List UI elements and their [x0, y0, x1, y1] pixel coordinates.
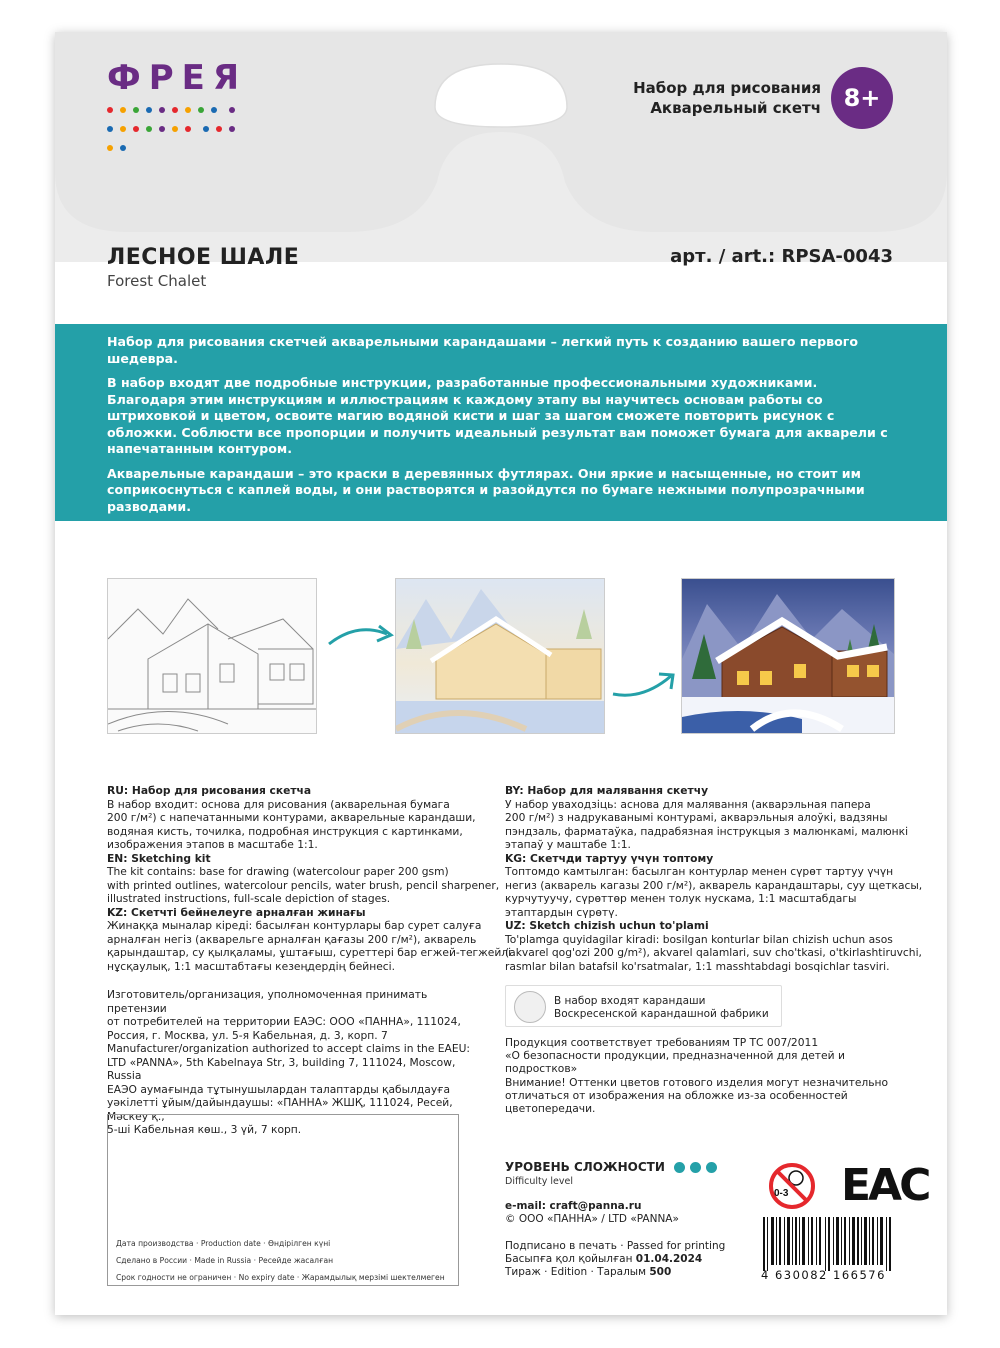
header-hanger [55, 32, 947, 262]
text-line: rasmlar bilan batafsil ko'rsatmalar, 1:1 masshtabdagi bosqichlar tasviri. [505, 959, 890, 973]
brand-dots [107, 104, 247, 161]
text-line: 200 г/м²) з надрукаванымі контурамі, акварэльныя алоўкі, вадзяны [505, 811, 888, 824]
text-line: LTD «PANNA», 5th Kabelnaya Str, 3, building 7, 111024, Moscow, Russia [107, 1055, 456, 1082]
text-line: with printed outlines, watercolour pencils, water brush, pencil sharpener, [107, 878, 500, 892]
text-line: Подписано в печать · Passed for printing [505, 1240, 726, 1252]
factory-logo-icon [514, 991, 546, 1023]
difficulty-level [505, 1160, 717, 1174]
text-line: Воскресенской карандашной фабрики [554, 1008, 769, 1020]
text-line: отличаться от изображения на обложке из-за особенностей [505, 1088, 848, 1102]
text-line: цветопередачи. [505, 1102, 596, 1116]
eac-mark: EAC [841, 1160, 929, 1211]
kit-line-1: Набор для рисования [633, 79, 821, 97]
text-line: пэндзаль, фарматаўка, падрабязная інструкцыя з малюнкамі, малюнкі [505, 824, 909, 838]
text-line: водяная кисть, точилка, подробная инструкция с картинками, [107, 824, 463, 838]
description-paragraph: В набор входят две подробные инструкции, разработанные профессиональными художниками. Благодаря этим инструкциям и иллюстрациям к каждому этапу вы научитесь основам работы со штриховкой и цветом, освоите магию водяной кисти и шаг за шагом сможете повторить рисунок с обложки. Соблюсти все пропорции и получить идеальный результат вам поможет бумага для акварели с напечатанным контуром. [107, 375, 888, 456]
barcode-number: 4 630082 166576 [761, 1268, 886, 1282]
kit-name [633, 78, 821, 118]
stage-light-color-image [395, 578, 605, 734]
pencil-factory-note [505, 985, 782, 1027]
text-line: этапаў у маштабе 1:1. [505, 838, 631, 851]
text-line: illustrated instructions, full-scale depiction of stages. [107, 892, 391, 905]
text-line: этаптардын сүрөтү. [505, 905, 618, 919]
outline-drawing [108, 579, 316, 733]
text-line: (akvarel qog'ozi 200 g/m²), akvarel qalamlari, suv cho'tkasi, o'tkirlashtiruvchi, [505, 946, 922, 959]
description-paragraph: Выясните, на что способен акварельный карандаш, и насладитесь удивительными переходами цвета! [107, 523, 867, 538]
ru-heading: RU: Набор для рисования скетча [107, 784, 312, 797]
en-heading: EN: Sketching kit [107, 851, 211, 865]
difficulty-dot [706, 1162, 717, 1173]
description-paragraph: Акварельные карандаши – это краски в деревянных футлярах. Они яркие и насыщенные, но стоит им соприкоснуться с каплей воды, и они растворятся и разойдутся по бумаге нежными полупрозрачными разводами. [107, 465, 865, 514]
text-line: Изготовитель/организация, уполномоченная принимать претензии [107, 988, 428, 1015]
difficulty-dot [690, 1162, 701, 1173]
text-line: курчутуучу, сүрөттөр менен толук нускама, 1:1 масштабдагы [505, 892, 857, 905]
text-line: от потребителей на территории ЕАЭС: ООО «ПАННА», 111024, [107, 1015, 461, 1028]
light-color-drawing [396, 579, 604, 733]
text-line: 5-ші Кабельная көш., 3 үй, 7 корп. [107, 1123, 302, 1136]
arrow-icon [327, 622, 397, 652]
made-in-line: Сделано в России · Made in Russia · Ресейде жасалған [116, 1256, 334, 1265]
text-line: Басыпға қол қойылған [505, 1253, 633, 1265]
brand-logo: ФРЕЯ [107, 58, 248, 98]
article-number: арт. / art.: RPSA-0043 [670, 246, 893, 267]
production-label-box [107, 1114, 459, 1286]
edition-value: 500 [649, 1266, 672, 1278]
final-drawing [682, 579, 894, 733]
age-badge: 8+ [831, 67, 893, 129]
email: e-mail: craft@panna.ru [505, 1200, 642, 1212]
text-line: Россия, г. Москва, ул. 5-я Кабельная, д. 3, корп. 7 [107, 1028, 388, 1042]
text-line: Продукция соответствует требованиям ТР ТС 007/2011 [505, 1036, 819, 1049]
difficulty-label: УРОВЕНЬ СЛОЖНОСТИ [505, 1160, 665, 1174]
text-line: В набор входят карандаши [554, 995, 706, 1007]
text-line: Жинаққа мыналар кіреді: басылған контурлары бар сурет салуға [107, 919, 482, 932]
text-line: Внимание! Оттенки цветов готового изделия могут незначительно [505, 1075, 889, 1089]
text-line: арналған негіз (акварельге арналған қағазы 200 г/м²), акварель [107, 932, 477, 946]
difficulty-sub: Difficulty level [505, 1176, 573, 1187]
kg-heading: KG: Скетчди тартуу үчүн топтому [505, 851, 714, 865]
requirements-text [505, 1036, 905, 1115]
barcode-icon [761, 1217, 897, 1271]
text-line: The kit contains: base for drawing (watercolour paper 200 gsm) [107, 865, 449, 878]
product-title: ЛЕСНОЕ ШАЛЕ [107, 245, 300, 270]
print-date: 01.04.2024 [635, 1253, 703, 1265]
expiry-line: Срок годности не ограничен · No expiry date · Жарамдылық мерзімі шектелмеген [116, 1273, 445, 1282]
text-line: To'plamga quyidagilar kiradi: bosilgan konturlar bilan chizish uchun asos [505, 932, 893, 946]
product-subtitle: Forest Chalet [107, 272, 207, 290]
stage-outline-image [107, 578, 317, 734]
uz-heading: UZ: Sketch chizish uchun to'plami [505, 919, 709, 932]
copyright: © ООО «ПАННА» / LTD «PANNA» [505, 1213, 679, 1225]
production-date-line: Дата производства · Production date · Өндірілген күні [116, 1239, 331, 1248]
arrow-icon [611, 670, 681, 700]
text-line: «О безопасности продукции, предназначенной для детей и подростков» [505, 1049, 845, 1076]
age-mark-text: 0-3 [774, 1188, 789, 1199]
contacts [505, 1200, 679, 1226]
description-panel [55, 324, 947, 538]
by-heading: BY: Набор для малявання скетчу [505, 784, 709, 797]
kz-heading: KZ: Скетчті бейнелеуге арналған жинағы [107, 905, 366, 919]
text-line: 200 г/м²) с напечатанными контурами, акварельные карандаши, [107, 811, 476, 824]
text-line: Manufacturer/organization authorized to accept claims in the EAEU: [107, 1042, 471, 1055]
text-line: нұсқаулық, 1:1 масштабтағы кезеңдердің бейнесі. [107, 959, 396, 973]
package-card [55, 32, 947, 1315]
text-line: уәкілетті ұйым/дайындаушы: «ПАННА» ЖШҚ, 111024, Ресей, Мәскеу қ., [107, 1096, 453, 1123]
description-paragraph: Набор для рисования скетчей акварельными карандашами – легкий путь к созданию вашего первого шедевра. [107, 334, 859, 366]
text-line: негиз (акварель кагазы 200 г/м²), акварель карандаштары, суу щеткасы, [505, 878, 923, 892]
text-line: У набор уваходзіць: аснова для малявання (акварэльная папера [505, 797, 871, 811]
stage-final-image [681, 578, 895, 734]
text-line: қарындаштар, су қылқаламы, ұштағыш, суреттері бар егжей-тегжейлі [107, 946, 512, 959]
difficulty-dot [674, 1162, 685, 1173]
text-line: изображения этапов в масштабе 1:1. [107, 838, 318, 851]
left-info-column [107, 784, 511, 973]
not-for-children-icon [768, 1162, 816, 1210]
right-info-column [505, 784, 922, 973]
text-line: Топтомдо камтылган: басылган контурлар менен сүрөт тартуу үчүн [505, 865, 894, 878]
text-line: ЕАЭО аумағында тұтынушылардан талаптарды қабылдауға [107, 1082, 451, 1096]
kit-line-2: Акварельный скетч [650, 99, 821, 117]
text-line: В набор входит: основа для рисования (акварельная бумага [107, 797, 450, 811]
text-line: Тираж · Edition · Таралым [505, 1266, 647, 1278]
printing-info [505, 1240, 725, 1279]
